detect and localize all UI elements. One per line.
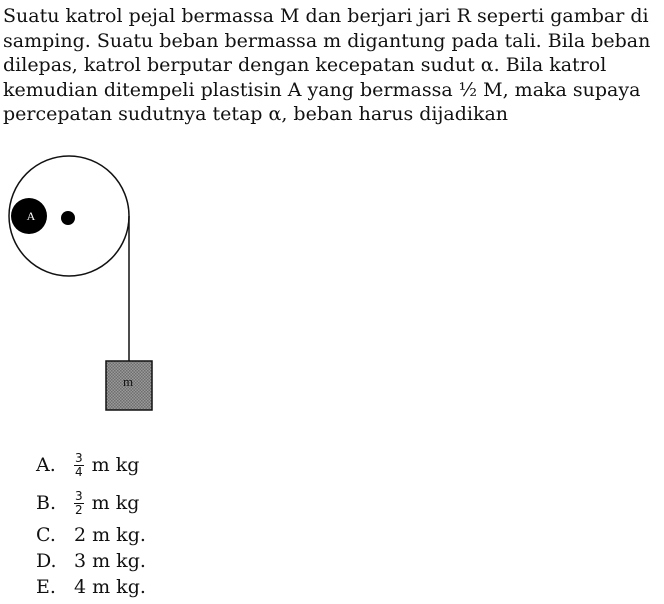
pulley-axle: [61, 211, 75, 225]
fraction-denominator: 4: [75, 464, 83, 479]
fraction: [74, 452, 84, 479]
option-text: m kg: [91, 454, 140, 476]
option-letter: C.: [36, 524, 56, 546]
question-line: samping. Suatu beban bermassa m digantung pada tali. Bila beban: [3, 29, 651, 52]
option-text: 2 m kg.: [74, 524, 146, 546]
option-letter: D.: [36, 550, 57, 572]
option-text: 4 m kg.: [74, 576, 146, 598]
question-line: Suatu katrol pejal bermassa M dan berjari jari R seperti gambar di: [3, 5, 649, 27]
option-d[interactable]: [36, 548, 146, 574]
option-a[interactable]: [36, 452, 139, 478]
mass-label: m: [122, 374, 134, 389]
option-c[interactable]: [36, 522, 146, 548]
question-line: percepatan sudutnya tetap α, beban harus dijadikan: [3, 103, 509, 125]
fraction-numerator: 3: [75, 450, 83, 465]
fraction-numerator: 3: [75, 488, 83, 503]
option-text: m kg: [91, 492, 140, 514]
option-letter: A.: [36, 454, 56, 476]
option-e[interactable]: [36, 574, 146, 600]
fraction: [74, 490, 84, 517]
question-line: dilepas, katrol berputar dengan kecepatan sudut α. Bila katrol: [3, 54, 607, 76]
plasticine-label: A: [26, 209, 36, 223]
fraction-denominator: 2: [75, 502, 83, 517]
option-text: 3 m kg.: [74, 550, 146, 572]
option-letter: E.: [36, 576, 56, 598]
pulley-figure: [0, 148, 200, 418]
question-text: [3, 4, 661, 127]
question-line: kemudian ditempeli plastisin A yang bermassa ½ M, maka supaya: [3, 78, 641, 101]
option-letter: B.: [36, 492, 57, 514]
option-b[interactable]: [36, 490, 139, 516]
